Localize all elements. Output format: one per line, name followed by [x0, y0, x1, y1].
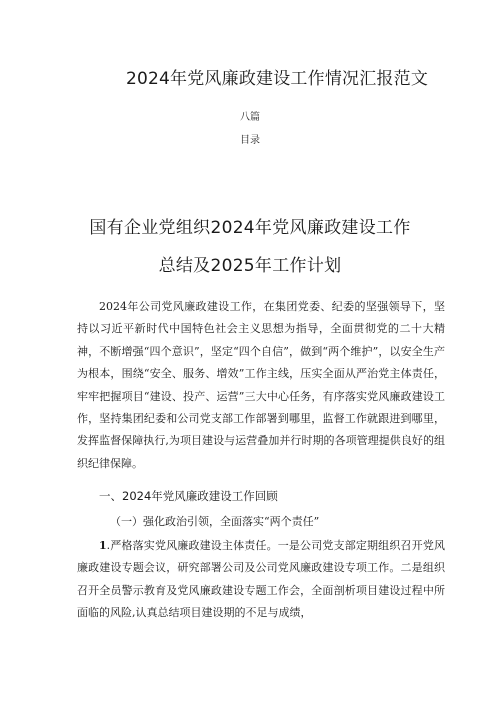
intro-paragraph: 2024年公司党风廉政建设工作，在集团党委、纪委的坚强领导下，坚持以习近平新时代中国特色社会主义思想为指导，全面贯彻党的二十大精神，不断增强“四个意识”，坚定“四个自信”，做到“两个维护”，以安全生产为根本，围绕“安全、服务、增效”工作主线，压实全面从严治党主体责任，牢牢把握项目“建设、投产、运营”三大中心任务，有序落实党风廉政建设工作，坚持集团纪委和公司党支部工作部署到哪里，监督工作就跟进到哪里，发挥监督保障执行,为项目建设与运营叠加并行时期的各项管理提供良好的组织纪律保障。	[77, 300, 445, 470]
heading-review: 一、2024年党风廉政建设工作回顾	[99, 489, 278, 503]
paragraph-responsibility	[77, 535, 445, 625]
paragraph-number: 1	[99, 539, 107, 552]
document-title: 2024年党风廉政建设工作情况汇报范文	[125, 69, 429, 89]
section-title-line-1: 国有企业党组织2024年党风廉政建设工作	[89, 218, 411, 238]
subheading-political-guidance: （一）强化政治引领，全面落实“两个责任”	[110, 515, 320, 528]
paragraph-text: .严格落实党风廉政建设主体责任。一是公司党支部定期组织召开党风廉政建设专题会议，研究部署公司及公司党风廉政建设专项工作。二是组织召开全员警示教育及党风廉政建设专题工作会，全面剖析项目建设过程中所面临的风险,认真总结项目建设期的不足与成绩，	[77, 539, 445, 620]
section-title-line-2: 总结及2025年工作计划	[158, 256, 342, 276]
article-count: 八篇	[240, 112, 260, 123]
table-of-contents-label[interactable]: 目录	[240, 135, 260, 146]
